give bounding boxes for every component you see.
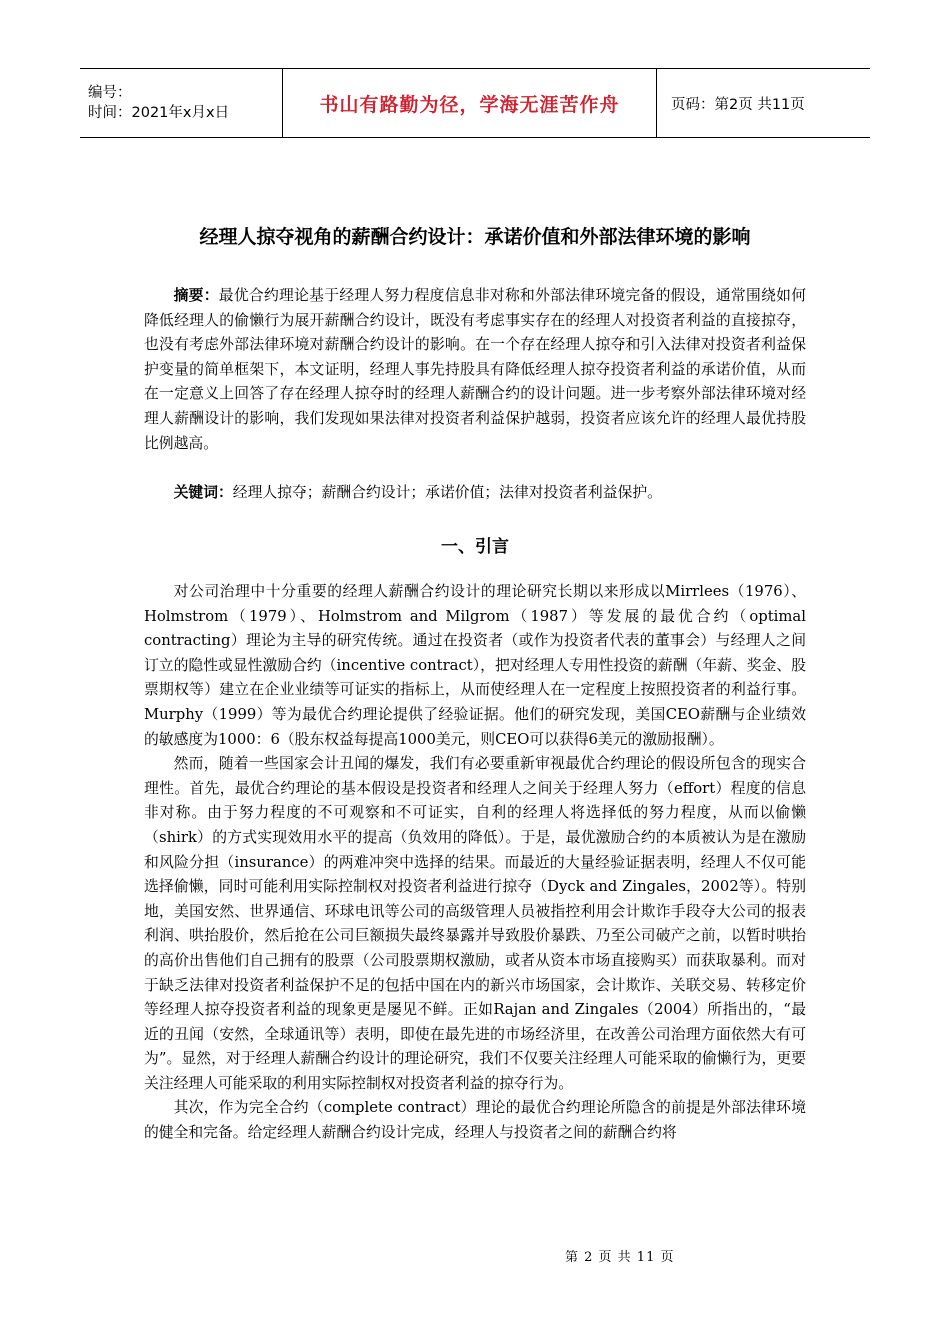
main-text xyxy=(144,580,806,1146)
document-header xyxy=(80,68,870,138)
abstract-text: 最优合约理论基于经理人努力程度信息非对称和外部法律环境完备的假设，通常围绕如何降低经理人的偷懒行为展开薪酬合约设计，既没有考虑事实存在的经理人对投资者利益的直接掠夺，也没有考虑外部法律环境对薪酬合约设计的影响。在一个存在经理人掠夺和引入法律对投资者利益保护变量的简单框架下，本文证明，经理人事先持股具有降低经理人掠夺投资者利益的承诺价值，从而在一定意义上回答了存在经理人掠夺时的经理人薪酬合约的设计问题。进一步考察外部法律环境对经理人薪酬设计的影响，我们发现如果法律对投资者利益保护越弱，投资者应该允许的经理人最优持股比例越高。 xyxy=(144,287,806,452)
section-heading: 一、引言 xyxy=(441,537,509,557)
paragraph: 然而，随着一些国家会计丑闻的爆发，我们有必要重新审视最优合约理论的假设所包含的现实合理性。首先，最优合约理论的基本假设是投资者和经理人之间关于经理人努力（effort）程度的信息非对称。由于努力程度的不可观察和不可证实，自利的经理人将选择低的努力程度，从而以偷懒（shirk）的方式实现效用水平的提高（负效用的降低）。于是，最优激励合约的本质被认为是在激励和风险分担（insurance）的两难冲突中选择的结果。而最近的大量经验证据表明，经理人不仅可能选择偷懒，同时可能利用实际控制权对投资者利益进行掠夺（Dyck and Zingales，2002等）。特别地，美国安然、世界通信、环球电讯等公司的高级管理人员被指控利用会计欺诈手段夺大公司的报表利润、哄抬股价，然后抢在公司巨额损失最终暴露并导致股价暴跌、乃至公司破产之前，以暂时哄抬的高价出售他们自己拥有的股票（公司股票期权激励，或者从资本市场直接购买）而获取暴利。而对于缺乏法律对投资者利益保护不足的包括中国在内的新兴市场国家，会计欺诈、关联交易、转移定价等经理人掠夺投资者利益的现象更是屡见不鲜。正如Rajan and Zingales（2004）所指出的，“最近的丑闻（安然，全球通讯等）表明，即使在最先进的市场经济里，在改善公司治理方面依然大有可为”。显然，对于经理人薪酬合约设计的理论研究，我们不仅要关注经理人可能采取的偷懒行为，更要关注经理人可能采取的利用实际控制权对投资者利益的掠夺行为。 xyxy=(144,755,806,1092)
document-date: 时间：2021年x月x日 xyxy=(88,105,230,121)
keywords-text: 经理人掠夺；薪酬合约设计；承诺价值；法律对投资者利益保护。 xyxy=(232,484,662,501)
paper-title: 经理人掠夺视角的薪酬合约设计：承诺价值和外部法律环境的影响 xyxy=(199,226,751,248)
abstract xyxy=(144,284,806,456)
page-footer: 第 2 页 共 11 页 xyxy=(565,1250,675,1265)
header-page-cell xyxy=(657,69,870,137)
paragraph: 其次，作为完全合约（complete contract）理论的最优合约理论所隐含的前提是外部法律环境的健全和完备。给定经理人薪酬合约设计完成，经理人与投资者之间的薪酬合约将 xyxy=(144,1099,806,1142)
keywords xyxy=(144,481,806,506)
abstract-label: 摘要： xyxy=(173,287,219,304)
header-motto-cell xyxy=(282,69,657,137)
header-info-cell xyxy=(80,69,282,137)
header-page-info: 页码：第2页 共11页 xyxy=(671,96,805,113)
header-motto: 书山有路勤为径，学海无涯苦作舟 xyxy=(319,93,620,116)
paragraph: 对公司治理中十分重要的经理人薪酬合约设计的理论研究长期以来形成以Mirrlees（1976）、Holmstrom（1979）、Holmstrom and Milgrom（1987）等发展的最优合约（optimal contracting）理论为主导的研究传统。通过在投资者（或作为投资者代表的董事会）与经理人之间订立的隐性或显性激励合约（incentive contract），把对经理人专用性投资的薪酬（年薪、奖金、股票期权等）建立在企业业绩等可证实的指标上，从而使经理人在一定程度上按照投资者的利益行事。Murphy（1999）等为最优合约理论提供了经验证据。他们的研究发现，美国CEO薪酬与企业绩效的敏感度为1000：6（股东权益每提高1000美元，则CEO可以获得6美元的激励报酬）。 xyxy=(144,583,806,748)
keywords-label: 关键词： xyxy=(173,484,233,501)
document-number-label: 编号： xyxy=(88,85,132,101)
